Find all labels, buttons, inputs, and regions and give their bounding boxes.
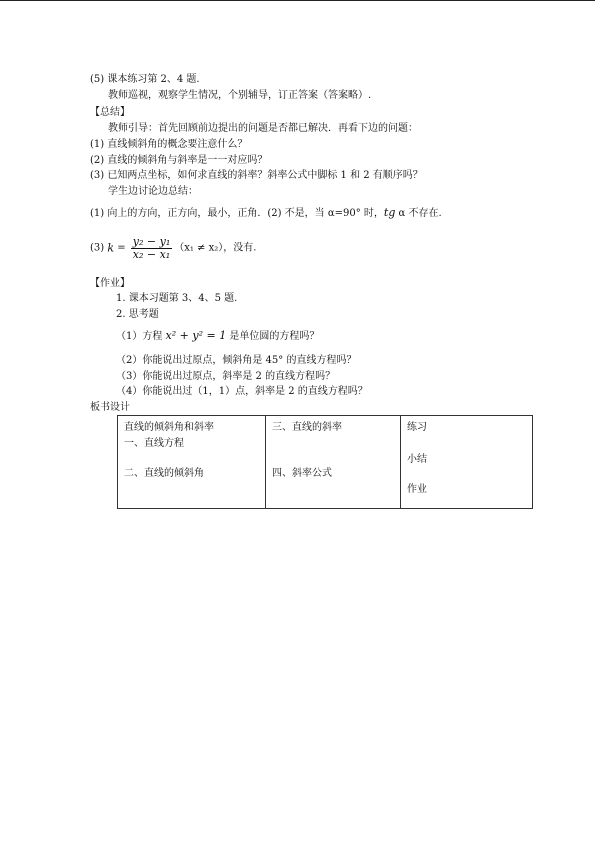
answer-3-line bbox=[90, 236, 256, 261]
exercise-line: (5) 课本练习第 2、4 题. bbox=[90, 74, 200, 85]
think-question-2: （2）你能说出过原点，倾斜角是 45° 的直线方程吗？ bbox=[116, 355, 357, 366]
tg-symbol: tg bbox=[383, 206, 396, 219]
equals-sign: = bbox=[114, 242, 129, 254]
board-col1-item-2: 二、直线的倾斜角 bbox=[124, 468, 204, 479]
board-design-title: 板书设计 bbox=[90, 402, 130, 413]
homework-item-1: 1. 课本习题第 3、4、5 题. bbox=[116, 293, 238, 304]
think-question-3: （3）你能说出过原点，斜率是 2 的直线方程吗？ bbox=[116, 371, 336, 382]
board-column-2 bbox=[266, 416, 401, 509]
homework-heading: 【作业】 bbox=[90, 278, 130, 289]
think-question-1-b: 是单位圆的方程吗？ bbox=[226, 331, 320, 342]
board-design-table bbox=[117, 415, 533, 509]
board-col1-title: 直线的倾斜角和斜率 bbox=[124, 422, 214, 433]
teacher-guide-line: 教师引导：首先回顾前边提出的问题是否都已解决．再看下边的问题： bbox=[108, 123, 418, 134]
answer-1-2-text: (1) 向上的方向，正方向，最小，正角．(2) 不是，当 α=90° 时， bbox=[90, 208, 384, 219]
board-col3-item-1: 练习 bbox=[407, 422, 427, 433]
board-col3-item-3: 作业 bbox=[407, 484, 427, 495]
question-2: (2) 直线的倾斜角与斜率是一一对应吗？ bbox=[90, 155, 268, 166]
homework-item-2: 2. 思考题 bbox=[116, 309, 159, 320]
board-column-1 bbox=[118, 416, 266, 509]
answer-1-2-tail: α 不存在. bbox=[395, 208, 442, 219]
question-3: (3) 已知两点坐标，如何求直线的斜率？斜率公式中脚标 1 和 2 有顺序吗？ bbox=[90, 170, 423, 181]
answer-3-condition: （x₁ ≠ x₂），没有. bbox=[174, 242, 257, 254]
slope-formula-fraction bbox=[131, 236, 172, 261]
think-question-4: （4）你能说出过（1，1）点，斜率是 2 的直线方程吗？ bbox=[116, 386, 368, 397]
student-summary-line: 学生边讨论边总结： bbox=[108, 186, 198, 197]
teacher-patrol-line: 教师巡视，观察学生情况，个别辅导，订正答案（答案略）. bbox=[108, 90, 372, 101]
think-question-1-a: （1）方程 bbox=[116, 331, 166, 342]
board-col1-item-1: 一、直线方程 bbox=[124, 438, 184, 449]
fraction-denominator: x₂ − x₁ bbox=[132, 248, 171, 261]
question-1: (1) 直线倾斜角的概念要注意什么？ bbox=[90, 139, 248, 150]
board-col2-item-1: 三、直线的斜率 bbox=[272, 422, 342, 433]
circle-equation: x² + y² = 1 bbox=[165, 329, 227, 342]
slope-k: k bbox=[107, 241, 115, 255]
answer-1-2-line bbox=[90, 207, 442, 220]
top-rule bbox=[0, 0, 595, 1]
answer-3-prefix: (3) bbox=[90, 242, 108, 254]
board-col2-item-2: 四、斜率公式 bbox=[272, 468, 332, 479]
board-col3-item-2: 小结 bbox=[407, 454, 427, 465]
summary-heading: 【总结】 bbox=[90, 107, 130, 118]
think-question-1 bbox=[116, 330, 319, 343]
board-column-3 bbox=[401, 416, 533, 509]
fraction-numerator: y₂ − y₁ bbox=[132, 235, 171, 248]
